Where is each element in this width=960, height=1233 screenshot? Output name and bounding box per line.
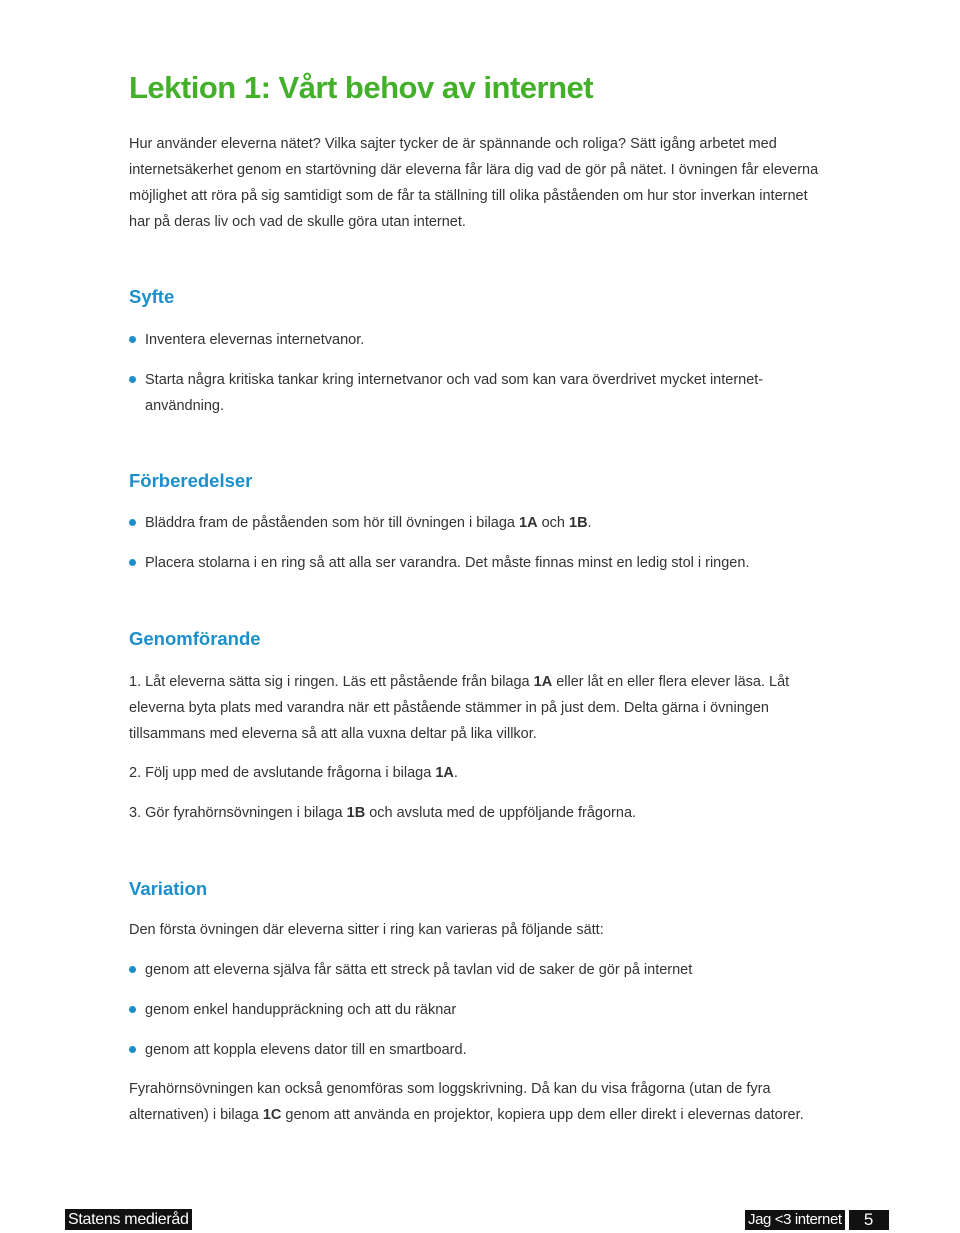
bilaga-ref: 1A <box>533 674 553 690</box>
text-run: eller låt en eller flera elever läsa. Låt eleverna byta plats med varandra när ett påstående stämmer in på just dem. Delta gärna i övningen tillsammans med eleverna så att alla vuxna deltar på lika villkor. <box>129 674 790 742</box>
variation-intro: Den första övningen där eleverna sitter i ring kan varieras på följande sätt: <box>129 922 604 938</box>
footer-series <box>745 1210 889 1230</box>
list-item: genom enkel handuppräckning och att du räknar <box>129 997 829 1023</box>
list-item: genom att eleverna själva får sätta ett streck på tavlan vid de saker de gör på internet <box>129 957 829 983</box>
variation-outro <box>129 1076 829 1128</box>
step-3 <box>129 800 829 826</box>
intro-paragraph: Hur använder eleverna nätet? Vilka sajter tycker de är spännande och roliga? Sätt igång arbetet med internetsäkerhet genom en startövning där eleverna får lära dig vad de gör på nätet. I övningen får eleverna möjlighet att röra på sig samtidigt som de får ta ställning till olika påståenden om hur stor inverkan internet har på deras liv och vad de skulle göra utan internet. <box>129 136 819 230</box>
step-2 <box>129 760 829 786</box>
text-run: och avsluta med de uppföljande frågorna. <box>365 805 637 821</box>
bilaga-ref: 1C <box>262 1107 282 1123</box>
series-title: Jag <3 internet <box>745 1210 845 1230</box>
page-title: Lektion 1: Vårt behov av internet <box>129 70 594 105</box>
forberedelser-heading: Förberedelser <box>129 470 253 491</box>
step-1 <box>129 669 829 747</box>
text-run: Fyrahörnsövningen kan också genomföras som loggskrivning. Då kan du visa frågorna (utan de fyra alternativen) i bilaga <box>129 1081 771 1123</box>
syfte-heading: Syfte <box>129 286 175 307</box>
publisher-logo: Statens medieråd <box>65 1209 192 1230</box>
page-number: 5 <box>849 1210 889 1230</box>
text-run: 1. Låt eleverna sätta sig i ringen. Läs ett påstående från bilaga <box>129 674 534 690</box>
variation-heading: Variation <box>129 878 208 899</box>
list-item: Placera stolarna i en ring så att alla ser varandra. Det måste finnas minst en ledig stol i ringen. <box>129 550 829 576</box>
list-item: Inventera elevernas internetvanor. <box>129 327 829 353</box>
bilaga-ref: 1A <box>519 515 538 531</box>
list-item: Starta några kritiska tankar kring internetvanor och vad som kan vara överdrivet mycket internet-användning. <box>129 367 829 419</box>
forberedelser-list <box>129 510 829 576</box>
text-run: . <box>587 515 592 531</box>
bilaga-ref: 1B <box>346 805 366 821</box>
syfte-list <box>129 327 829 419</box>
list-item: genom att koppla elevens dator till en smartboard. <box>129 1037 829 1063</box>
text-run: . <box>453 765 458 781</box>
variation-list <box>129 957 829 1063</box>
text-run: och <box>537 515 569 531</box>
text-run: Bläddra fram de påståenden som hör till övningen i bilaga <box>145 515 520 531</box>
text-run: genom att använda en projektor, kopiera upp dem eller direkt i elevernas datorer. <box>281 1107 804 1123</box>
bilaga-ref: 1B <box>569 515 588 531</box>
text-run: 3. Gör fyrahörnsövningen i bilaga <box>129 805 347 821</box>
text-run: 2. Följ upp med de avslutande frågorna i bilaga <box>129 765 436 781</box>
list-item <box>129 510 829 536</box>
genomforande-heading: Genomförande <box>129 628 261 649</box>
bilaga-ref: 1A <box>435 765 454 781</box>
